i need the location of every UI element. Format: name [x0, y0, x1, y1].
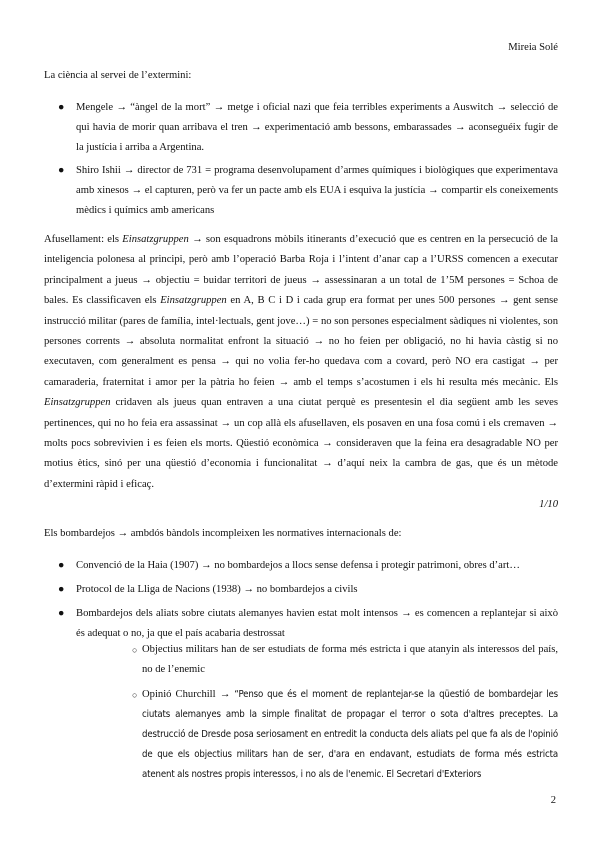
- list-item: [44, 580, 558, 600]
- author-name: Mireia Solé: [508, 42, 558, 53]
- score-mark: 1/10: [539, 499, 558, 510]
- paragraph-einsatzgruppen: [44, 230, 558, 495]
- bullet-icon: ●: [58, 560, 65, 571]
- bullet-text: Convenció de la Haia (1907) → no bombardejos a llocs sense defensa i protegir patrimoni, obres d’art…: [76, 560, 520, 571]
- term-italic: Einsatzgruppen: [44, 397, 111, 409]
- circle-bullet-icon: ○: [132, 690, 138, 700]
- churchill-quote: “Penso que és el moment de replantejar-se la qüestió de bombardejar les ciutats alemanyes amb la simple finalitat de propagar el terror o sota d'altres preceptes. La destrucció de Dresde posa seriosament en entredit la conducta dels aliats pel que fa als de l'opinió de que els objectius militars han de ser, d'ara en endavant, estudiats de forma més estricta atenent als nostres propis interessos, i no als de l'enemic. El Secretari d'Exteriors: [142, 689, 558, 780]
- bullet-text: Mengele → “àngel de la mort” → metge i oficial nazi que feia terribles experiments a Auswitch → selecció de qui havia de morir quan arribava el tren → experimentació amb bessons, embarassades → aconseguéix fugir de la justícia i arriba a Argentina.: [76, 102, 558, 153]
- sub-bullet-text: Objectius militars han de ser estudiats de forma més estricta i que atanyin als interessos del país, no de l’enemic: [142, 644, 558, 675]
- paragraph-bombings-intro: Els bombardejos → ambdós bàndols incompleixen les normatives internacionals de:: [44, 528, 402, 539]
- bullet-list-scientists: [44, 98, 558, 221]
- list-item: [44, 98, 558, 158]
- list-item: [44, 685, 558, 785]
- list-item: [44, 161, 558, 221]
- list-item: [44, 604, 558, 644]
- circle-bullet-icon: ○: [132, 645, 138, 655]
- term-italic: Einsatzgruppen: [122, 234, 189, 245]
- text-run: Afusellament: els: [44, 234, 123, 245]
- page-number: 2: [550, 795, 556, 806]
- section-heading-science: La ciència al servei de l’extermini:: [44, 70, 192, 81]
- bullet-text: Shiro Ishii → director de 731 = programa desenvolupament d’armes químiques i biològiques que experimentava amb xinesos → el capturen, però va fer un pacte amb els EUA i esquiva la justícia → compartir els coneixements mèdics i químics amb americans: [76, 165, 558, 216]
- bullet-icon: ●: [58, 165, 65, 176]
- bullet-text: Protocol de la Lliga de Nacions (1938) → no bombardejos a civils: [76, 584, 358, 595]
- list-item: [44, 556, 558, 576]
- bullet-text: Bombardejos dels aliats sobre ciutats alemanyes havien estat molt intensos → es comencen a replantejar si això és adequat o no, ja que el país acabaria destrossat: [76, 608, 558, 639]
- sub-bullet-list: [44, 640, 558, 785]
- text-run: → son esquadrons mòbils itinerants d’execució que es centren en la persecució de la inteligencia polonesa al principi, però amb l’operació Barba Roja i l’intent d’anar cap a l’URSS comencen a executar principalment a jueus → objectiu = buidar territori de jueus → assessinaran a un total de 1’5M persones = Schoa de bales. Es classificaven els: [44, 234, 558, 307]
- term-italic: Einsatzgruppen: [160, 295, 227, 307]
- text-run: en A, B C i D i cada grup era format per unes 500 persones → gent sense instrucció militar (pares de família, intel·lectuals, gent jove…) = no son persones especialment sàdiques ni violentes, son persones corrents → absoluta normalitat enfront la situació → no ho feien per obligació, no hi havia càstig si no executaven, com generalment es pensa → qui no volia fer-ho quedava com a covard, però NO era castigat → per camaraderia, fraternitat i amor per la pàtria ho feien → amb el temps s’acostumen i els hi resulta més mecànic. Els: [44, 295, 558, 388]
- bullet-icon: ●: [58, 584, 65, 595]
- bullet-icon: ●: [58, 608, 65, 619]
- bullet-icon: ●: [58, 102, 65, 113]
- sub-bullet-prefix: Opinió Churchill →: [142, 689, 235, 700]
- text-run: cridaven als jueus quan entraven a una ciutat perquè es presentesin el dia següent amb les seves pertinences, qui no ho feia era assassinat → un cop allà els afusellaven, els posaven en una fosa comú i els cremaven → molts pocs sobrevivien i es feien els morts. Qüestió econòmica → consideraven que la feina era desagradable NO per motius ètics, sinó per una qüestió d’economia i funcionalitat → d’aquí neix la cambra de gas, que és un mètode d’extermini ràpid i eficaç.: [44, 397, 558, 490]
- bullet-list-bombings: [44, 556, 558, 644]
- list-item: [44, 640, 558, 680]
